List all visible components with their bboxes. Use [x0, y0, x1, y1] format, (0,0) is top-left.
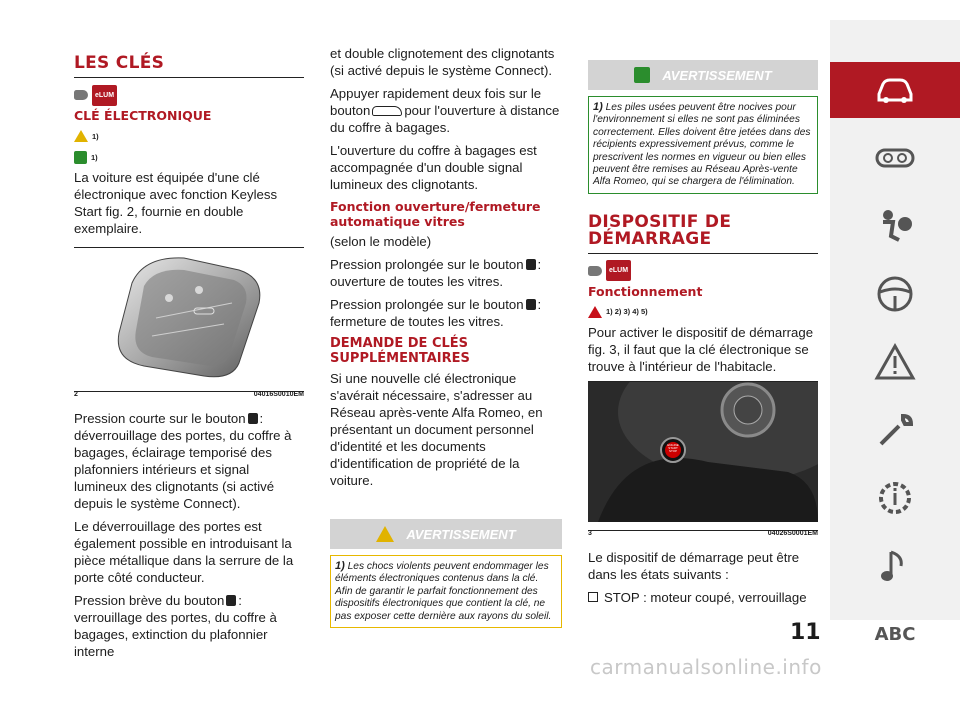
section-title-keys: LES CLÉS — [74, 55, 304, 78]
env-ref: 1) — [91, 152, 98, 162]
warning-body — [330, 555, 562, 628]
trunk-icon — [372, 106, 402, 116]
warn-refs: 1) 2) 3) 4) 5) — [606, 307, 648, 317]
long-close-text-a: Pression prolongée sur le bouton — [330, 297, 524, 312]
long-open-text-a: Pression prolongée sur le bouton — [330, 257, 524, 272]
environment-icon — [634, 67, 650, 83]
windows-heading: Fonction ouverture/fermeture automatique vitres — [330, 199, 541, 229]
env-ref-row — [74, 148, 304, 166]
double-press-text-a: Appuyer rapidement deux fois sur le bouton — [330, 86, 542, 118]
unlock-icon — [248, 413, 258, 424]
warn-ref: 1) — [92, 131, 99, 141]
column-2 — [330, 45, 562, 628]
extra-keys-paragraph: Si une nouvelle clé électronique s'avérait nécessaire, s'adresser au Réseau après-vente Alfa Romeo, en présentant un document personnel d'identité et les documents d'identification de propriété de la voiture. — [330, 371, 543, 488]
sidebar-item-multimedia[interactable] — [830, 538, 960, 594]
car-icon — [873, 70, 917, 110]
warn-refs-row — [588, 303, 818, 321]
env-warning-number: 1) — [593, 101, 603, 113]
double-press-text-b: pour l'ouverture à distance du coffre à bagages. — [330, 103, 560, 135]
double-press-paragraph — [330, 85, 562, 136]
sidebar-item-dashboard[interactable] — [830, 130, 960, 186]
dashboard-icon — [873, 138, 917, 178]
environment-icon — [74, 151, 87, 164]
warning-triangle-icon — [74, 130, 88, 142]
long-close-text-b: : fermeture de toutes les vitres. — [330, 297, 542, 329]
warning-number: 1) — [335, 560, 345, 572]
lock-icon — [526, 299, 536, 310]
states-paragraph: Le dispositif de démarrage peut être dans les états suivants : — [588, 549, 800, 582]
sidebar-item-starting[interactable] — [830, 266, 960, 322]
figure-2-key-fob — [74, 247, 304, 398]
figure-code: 04026S0001EM — [767, 529, 818, 537]
section-title-starting: DISPOSITIF DE DÉMARRAGE — [588, 214, 818, 254]
trunk-paragraph: L'ouverture du coffre à bagages est accompagnée d'un double signal lumineux des clignotants. — [330, 143, 537, 192]
key-fob-illustration — [74, 248, 304, 383]
column-1 — [74, 55, 304, 666]
long-open-text-b: : ouverture de toutes les vitres. — [330, 257, 542, 289]
unlock-driver-paragraph: Le déverrouillage des portes est également possible en introduisant la pièce métallique dans la serrure de la porte côté conducteur. — [74, 519, 294, 585]
sidebar-item-safety[interactable] — [830, 198, 960, 254]
elum-badge: eLUM — [606, 260, 631, 281]
env-warning-header — [588, 60, 818, 90]
short-press-text-a: Pression courte sur le bouton — [74, 411, 246, 426]
figure-caption — [74, 386, 304, 403]
brief-press-paragraph — [74, 592, 304, 660]
column-3 — [588, 60, 818, 612]
wrench-icon — [873, 410, 917, 450]
brief-press-text-b: : verrouillage des portes, du coffre à bagages, extinction du plafonnier interne — [74, 593, 277, 659]
warn-ref-row — [74, 127, 304, 145]
figure-number: 3 — [588, 529, 592, 537]
warning-icon — [873, 342, 917, 382]
model-note: (selon le modèle) — [330, 234, 432, 249]
elum-row — [74, 86, 304, 104]
subtitle-operation: Fonctionnement — [588, 283, 703, 299]
brief-press-text-a: Pression brève du bouton — [74, 593, 225, 608]
page-number: 11 — [790, 620, 821, 645]
figure-code: 04016S0010EM — [253, 391, 304, 398]
figure-caption — [588, 525, 818, 542]
env-warning-text: Les piles usées peuvent être nocives pour l'environnement si elles ne sont pas éliminées correctement. Elles doivent être jetées dans des récipients expressivement prévus, comme le prescrivent les normes en vigueur ou bien elles peuvent être remises au Réseau Après-vente Alfa Romeo, qui se chargera de l'élimination. — [593, 102, 811, 188]
sidebar-item-maintenance[interactable] — [830, 402, 960, 458]
stop-bullet: STOP : moteur coupé, verrouillage — [588, 589, 818, 606]
lock-icon — [226, 595, 236, 606]
key-icon — [74, 90, 88, 100]
long-press-open — [330, 256, 562, 290]
env-warning-body — [588, 96, 818, 194]
key-icon — [588, 266, 602, 276]
short-press-paragraph — [74, 410, 304, 512]
short-press-text-b: : déverrouillage des portes, du coffre à bagages, éclairage temporisé des plafonniers intérieurs et signal lumineux des clignotants (si activé depuis le système Connect). — [74, 411, 292, 511]
warning-triangle-icon — [588, 306, 602, 318]
warning-triangle-icon — [376, 526, 394, 542]
music-note-icon — [873, 546, 917, 586]
steering-start-illustration — [588, 382, 818, 522]
steering-wheel-icon — [873, 274, 917, 314]
gear-info-icon — [873, 478, 917, 518]
start-button-label: ENGINE START STOP — [667, 442, 679, 453]
sidebar-item-emergency[interactable] — [830, 334, 960, 390]
activate-paragraph: Pour activer le dispositif de démarrage fig. 3, il faut que la clé électronique se trouve à l'intérieur de l'habitacle. — [588, 324, 814, 374]
long-press-close — [330, 296, 562, 330]
continued-paragraph: et double clignotement des clignotants (si activé depuis le système Connect). — [330, 46, 555, 78]
airbag-icon — [873, 206, 917, 246]
subtitle-electronic-key: CLÉ ÉLECTRONIQUE — [74, 108, 212, 123]
figure-3-steering — [588, 381, 818, 537]
figure-number: 2 — [74, 391, 78, 398]
sidebar-item-index[interactable] — [830, 606, 960, 662]
abc-icon: ABC — [874, 623, 916, 645]
env-warning-title: AVERTISSEMENT — [662, 67, 772, 83]
sidebar-item-car[interactable] — [830, 62, 960, 118]
elum-badge: eLUM — [92, 85, 117, 106]
unlock-icon — [526, 259, 536, 270]
warning-header — [330, 519, 562, 549]
extra-keys-heading: DEMANDE DE CLÉS SUPPLÉMENTAIRES — [330, 336, 470, 366]
watermark: carmanualsonline.info — [590, 655, 822, 679]
warning-title: AVERTISSEMENT — [406, 526, 516, 542]
warning-text: Les chocs violents peuvent endommager les éléments électroniques contenus dans la clé. Afin de garantir le parfait fonctionnement des dispositifs électroniques que contient la clé, ne pas exposer cette dernière aux rayons du soleil. — [335, 561, 552, 622]
sidebar-item-technical[interactable] — [830, 470, 960, 526]
elum-row — [588, 262, 818, 280]
chapter-sidebar — [830, 20, 960, 703]
intro-text: La voiture est équipée d'une clé électronique avec fonction Keyless Start fig. 2, fournie en double exemplaire. — [74, 170, 278, 236]
